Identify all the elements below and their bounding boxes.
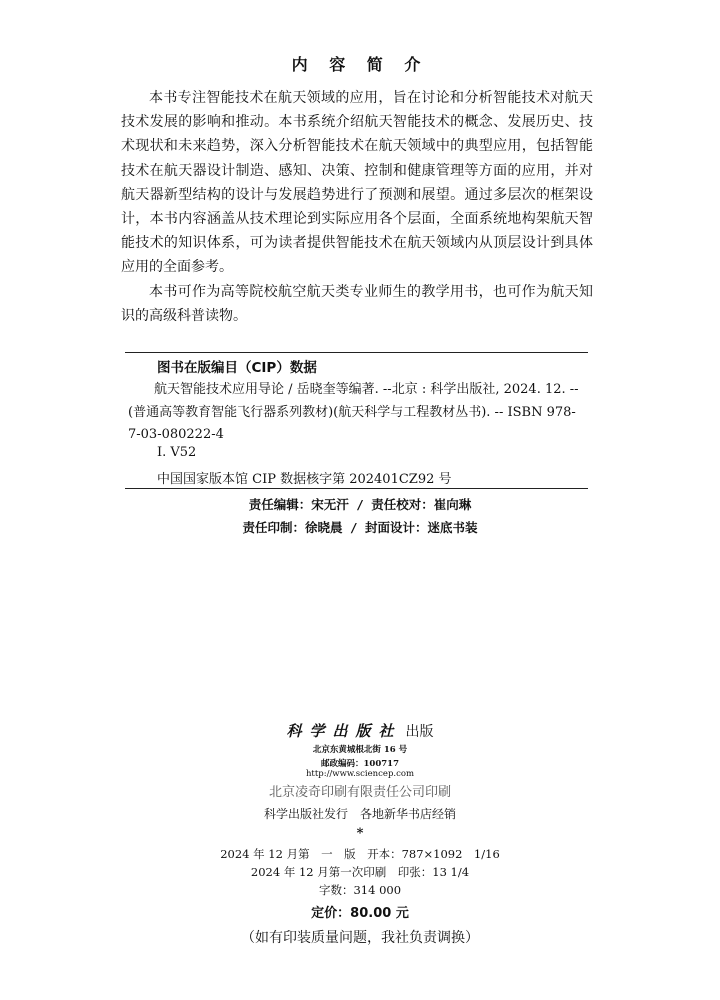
edition-line: 2024 年 12 月第 一 版 开本：787×1092 1/16 bbox=[220, 847, 500, 861]
intro-title: 内 容 简 介 bbox=[291, 55, 429, 74]
printer-line: 北京凌奇印刷有限责任公司印刷 bbox=[268, 785, 451, 800]
publisher-logo: 科学出版社 bbox=[286, 722, 402, 740]
cip-top-divider bbox=[125, 352, 588, 353]
staff-production: 责任印制：徐晓晨 / 封面设计：迷底书装 bbox=[242, 520, 478, 535]
intro-paragraph: 本书可作为高等院校航空航天类专业师生的教学用书，也可作为航天知识的高级科普读物。 bbox=[121, 283, 593, 324]
cip-entry bbox=[128, 379, 588, 447]
printing-line: 2024 年 12 月第一次印刷 印张：13 1/4 bbox=[250, 865, 470, 879]
publisher-suffix: 出版 bbox=[405, 724, 434, 740]
cip-heading: 图书在版编目（CIP）数据 bbox=[157, 360, 317, 376]
intro-body bbox=[121, 86, 593, 328]
intro-paragraph: 本书专注智能技术在航天领域的应用，旨在讨论和分析智能技术对航天技术发展的影响和推动。本书系统介绍航天智能技术的概念、发展历史、技术现状和未来趋势，深入分析智能技术在航天领域中的典型应用，包括智能技术在航天器设计制造、感知、决策、控制和健康管理等方面的应用，并对航天器新型结构的设计与发展趋势进行了预测和展望。通过多层次的框架设计，本书内容涵盖从技术理论到实际应用各个层面，全面系统地构架航天智能技术的知识体系，可为读者提供智能技术在航天领域内从顶层设计到具体应用的全面参考。 bbox=[121, 90, 593, 276]
distribution-line: 科学出版社发行 各地新华书店经销 bbox=[263, 807, 456, 821]
word-count: 字数：314 000 bbox=[318, 883, 402, 897]
staff-editors: 责任编辑：宋无汗 / 责任校对：崔向琳 bbox=[248, 497, 472, 512]
cip-entry-text: 航天智能技术应用导论 / 岳晓奎等编著. --北京 : 科学出版社, 2024. 12. --(普通高等教育智能飞行器系列教材)(航天科学与工程教材丛书). -- ISBN 978-7-03-080222-4 bbox=[128, 382, 579, 442]
publisher-imprint bbox=[0, 720, 720, 741]
cip-bottom-divider bbox=[125, 488, 588, 489]
cip-data-number: 中国国家版本馆 CIP 数据核字第 202401CZ92 号 bbox=[157, 472, 452, 487]
publisher-address: 北京东黄城根北街 16 号 bbox=[312, 745, 408, 755]
publisher-postal-code: 邮政编码：100717 bbox=[321, 759, 399, 769]
price: 定价：80.00 元 bbox=[311, 906, 409, 921]
quality-notice: （如有印装质量问题，我社负责调换） bbox=[241, 930, 479, 946]
cip-classification: Ⅰ. V52 bbox=[157, 445, 197, 460]
separator-asterisk: * bbox=[356, 826, 364, 841]
publisher-website: http://www.sciencep.com bbox=[305, 769, 415, 779]
